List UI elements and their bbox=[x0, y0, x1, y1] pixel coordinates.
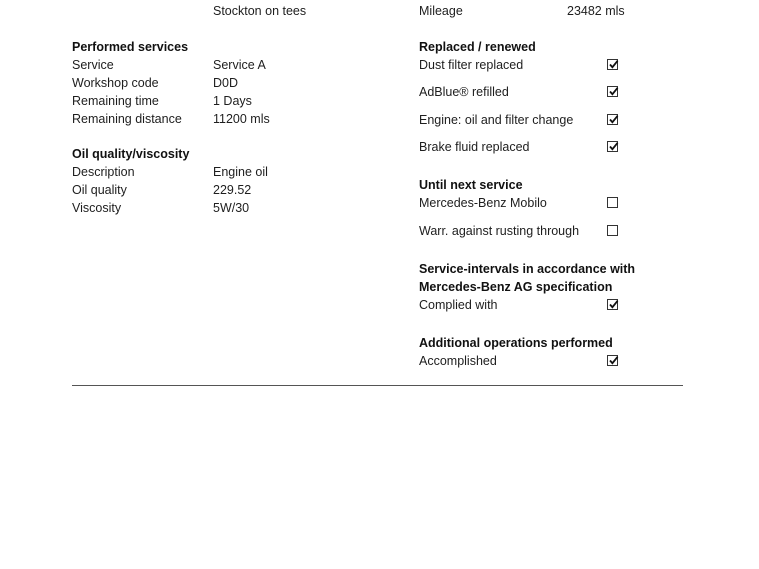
oil-description-value: Engine oil bbox=[213, 165, 268, 179]
dust-filter-checkbox[interactable] bbox=[607, 59, 618, 70]
remaining-time-value: 1 Days bbox=[213, 94, 252, 108]
service-intervals-title-line2: Mercedes-Benz AG specification bbox=[419, 280, 613, 294]
adblue-label: AdBlue® refilled bbox=[419, 85, 509, 99]
oil-quality-label: Oil quality bbox=[72, 183, 127, 197]
oil-description-label: Description bbox=[72, 165, 135, 179]
viscosity-value: 5W/30 bbox=[213, 201, 250, 215]
checkmark-icon bbox=[608, 86, 619, 97]
performed-services-title: Performed services bbox=[72, 40, 189, 54]
brake-fluid-checkbox[interactable] bbox=[607, 141, 618, 152]
accomplished-label: Accomplished bbox=[419, 354, 497, 368]
rust-warranty-label: Warr. against rusting through bbox=[419, 224, 580, 238]
remaining-distance-value: 11200 mls bbox=[213, 112, 270, 126]
checkmark-icon bbox=[608, 299, 619, 310]
remaining-distance-label: Remaining distance bbox=[72, 112, 182, 126]
oil-quality-value: 229.52 bbox=[213, 183, 252, 197]
workshop-code-label: Workshop code bbox=[72, 76, 159, 90]
section-divider bbox=[72, 385, 683, 386]
mileage-label: Mileage bbox=[419, 4, 463, 18]
mobilo-label: Mercedes-Benz Mobilo bbox=[419, 196, 547, 210]
oil-filter-change-label: Engine: oil and filter change bbox=[419, 113, 574, 127]
mileage-value: 23482 mls bbox=[567, 4, 625, 18]
replaced-renewed-title: Replaced / renewed bbox=[419, 40, 536, 54]
viscosity-label: Viscosity bbox=[72, 201, 122, 215]
workshop-code-value: D0D bbox=[213, 76, 239, 90]
service-intervals-title-line1: Service-intervals in accordance with bbox=[419, 262, 636, 276]
adblue-checkbox[interactable] bbox=[607, 86, 618, 97]
remaining-time-label: Remaining time bbox=[72, 94, 159, 108]
rust-warranty-checkbox[interactable] bbox=[607, 225, 618, 236]
checkmark-icon bbox=[608, 355, 619, 366]
checkmark-icon bbox=[608, 114, 619, 125]
accomplished-checkbox[interactable] bbox=[607, 355, 618, 366]
oil-filter-change-checkbox[interactable] bbox=[607, 114, 618, 125]
brake-fluid-label: Brake fluid replaced bbox=[419, 140, 530, 154]
dust-filter-label: Dust filter replaced bbox=[419, 58, 524, 72]
service-value: Service A bbox=[213, 58, 266, 72]
location-value: Stockton on tees bbox=[213, 4, 307, 18]
complied-with-label: Complied with bbox=[419, 298, 498, 312]
complied-with-checkbox[interactable] bbox=[607, 299, 618, 310]
checkmark-icon bbox=[608, 141, 619, 152]
checkmark-icon bbox=[608, 59, 619, 70]
until-next-service-title: Until next service bbox=[419, 178, 523, 192]
additional-operations-title: Additional operations performed bbox=[419, 336, 613, 350]
oil-quality-title: Oil quality/viscosity bbox=[72, 147, 190, 161]
mobilo-checkbox[interactable] bbox=[607, 197, 618, 208]
service-label: Service bbox=[72, 58, 114, 72]
